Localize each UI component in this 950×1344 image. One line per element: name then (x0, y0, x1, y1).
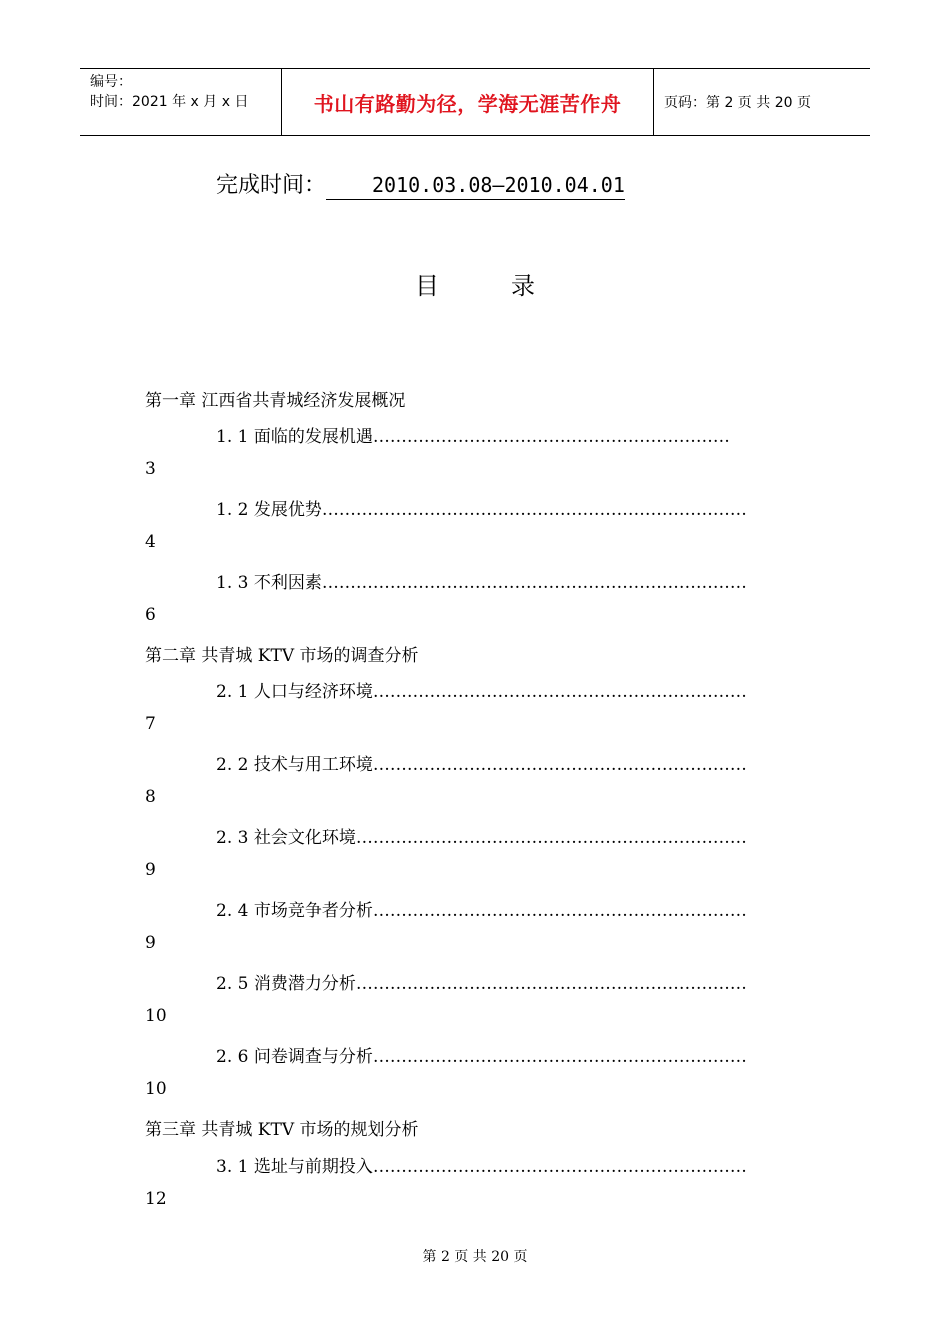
toc-page-number: 10 (145, 1079, 167, 1099)
toc-section-1-1: 1. 1 面临的发展机遇……………………………………………………… (216, 427, 730, 447)
toc-page-number: 9 (145, 860, 156, 880)
toc-section-2-4: 2. 4 市场竞争者分析………………………………………………………… (216, 901, 747, 921)
toc-chapter-3: 第三章 共青城 KTV 市场的规划分析 (145, 1120, 419, 1140)
toc-chapter-1: 第一章 江西省共青城经济发展概况 (145, 391, 406, 411)
header-motto: 书山有路勤为径，学海无涯苦作舟 (313, 91, 622, 116)
completion-time-date: 2010.03.08—2010.04.01 (326, 171, 625, 200)
document-date: 时间：2021 年 x 月 x 日 (90, 94, 249, 110)
header-motto-cell (282, 69, 654, 135)
toc-chapter-2: 第二章 共青城 KTV 市场的调查分析 (145, 646, 419, 666)
completion-time-label: 完成时间： (216, 173, 327, 198)
toc-page-number: 7 (145, 714, 156, 734)
toc-page-number: 3 (145, 459, 156, 479)
completion-time (216, 168, 625, 200)
toc-section-2-5: 2. 5 消费潜力分析…………………………………………………………… (216, 974, 747, 994)
toc-page-number: 4 (145, 532, 156, 552)
toc-page-number: 9 (145, 933, 156, 953)
page-header (80, 68, 870, 136)
toc-section-2-2: 2. 2 技术与用工环境………………………………………………………… (216, 755, 747, 775)
toc-title (0, 266, 950, 301)
toc-title-char-1: 目 (415, 272, 439, 300)
toc-page-number: 10 (145, 1006, 167, 1026)
toc-page-number: 12 (145, 1189, 167, 1209)
header-meta (80, 69, 282, 135)
page-footer: 第 2 页 共 20 页 (422, 1249, 528, 1265)
document-number-label: 编号： (90, 74, 132, 90)
toc-title-char-2: 录 (511, 272, 535, 300)
toc-section-3-1: 3. 1 选址与前期投入………………………………………………………… (216, 1157, 747, 1177)
toc-section-1-3: 1. 3 不利因素………………………………………………………………… (216, 573, 747, 593)
toc-section-2-3: 2. 3 社会文化环境…………………………………………………………… (216, 828, 747, 848)
toc-page-number: 6 (145, 605, 156, 625)
toc-section-1-2: 1. 2 发展优势………………………………………………………………… (216, 500, 747, 520)
header-page-info: 页码：第 2 页 共 20 页 (664, 95, 811, 111)
toc-page-number: 8 (145, 787, 156, 807)
toc-section-2-6: 2. 6 问卷调查与分析………………………………………………………… (216, 1047, 747, 1067)
toc-section-2-1: 2. 1 人口与经济环境………………………………………………………… (216, 682, 747, 702)
